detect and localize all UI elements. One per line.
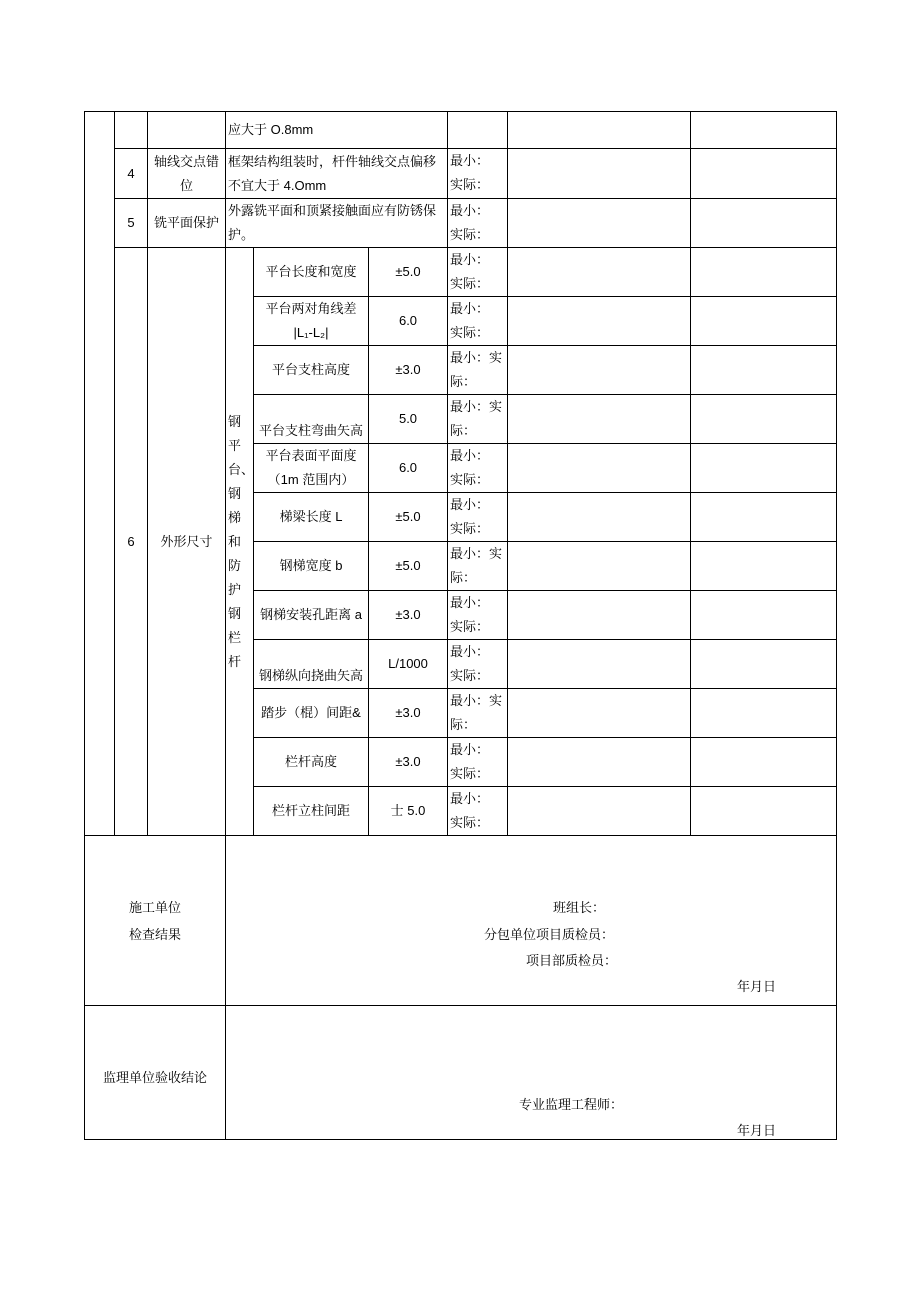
- record-cell: [448, 149, 508, 199]
- record-cell: [448, 591, 508, 640]
- record-cell: [448, 297, 508, 346]
- item-number: 4: [115, 149, 148, 199]
- record-actual-label: 实际：: [450, 472, 490, 487]
- construction-check-signature-cell: [226, 836, 837, 1006]
- blank-construction-record-cell: [508, 787, 691, 836]
- item-name: 铣平面保护: [148, 199, 226, 248]
- record-min-label: 最小：: [450, 203, 490, 218]
- record-min-label: 最小：: [450, 742, 490, 757]
- project-inspector-label: 项目部质检员：: [526, 953, 618, 968]
- construction-date-label: 年月日: [737, 979, 777, 994]
- record-actual-label: 实际：: [450, 546, 503, 585]
- blank-construction-record-cell: [508, 149, 691, 199]
- construction-check-row: [85, 836, 837, 1006]
- subitem-name: [254, 689, 369, 738]
- record-cell: [448, 689, 508, 738]
- blank-record-cell: [448, 112, 508, 149]
- continuation-row: [85, 112, 837, 149]
- group-label-cell: [226, 248, 254, 836]
- blank-category-column: [85, 112, 115, 836]
- supervision-signature-area: [226, 1006, 836, 1138]
- tolerance-value: ±5.0: [369, 542, 448, 591]
- subitem-name-line: 梯梁长度 L: [279, 509, 343, 524]
- record-cell: [448, 395, 508, 444]
- tolerance-value: L/1000: [369, 640, 448, 689]
- record-actual-label: 实际：: [450, 668, 490, 683]
- blank-construction-record-cell: [508, 444, 691, 493]
- record-cell: [448, 542, 508, 591]
- record-actual-label: 实际：: [450, 227, 490, 242]
- tolerance-value: 6.0: [369, 297, 448, 346]
- subitem-name: [254, 591, 369, 640]
- blank-construction-record-cell: [508, 493, 691, 542]
- subitem-name-line: 平台支柱高度: [271, 362, 350, 377]
- group-label: 钢平台、钢梯和防护钢栏杆: [228, 413, 255, 669]
- requirement-text: 框架结构组装时，杆件轴线交点偏移不宜大于 4.Omm: [226, 149, 448, 199]
- record-cell: [448, 346, 508, 395]
- tolerance-value: ±3.0: [369, 591, 448, 640]
- item-name: 轴线交点错位: [148, 149, 226, 199]
- record-min-label: 最小：: [450, 399, 490, 414]
- record-cell: [448, 640, 508, 689]
- record-actual-label: 实际：: [450, 619, 490, 634]
- record-actual-label: 实际：: [450, 276, 490, 291]
- requirement-text: 应大于 O.8mm: [226, 112, 448, 149]
- tolerance-value: ±3.0: [369, 346, 448, 395]
- blank-supervision-record-cell: [691, 199, 837, 248]
- item-name: 外形尺寸: [148, 248, 226, 836]
- blank-supervision-record-cell: [691, 248, 837, 297]
- subitem-name: [254, 395, 369, 444]
- item-number: 6: [115, 248, 148, 836]
- record-actual-label: 实际：: [450, 815, 490, 830]
- blank-construction-record-cell: [508, 395, 691, 444]
- subitem-name: [254, 738, 369, 787]
- subitem-name-line: （1m 范围内）: [267, 472, 355, 487]
- blank-supervision-record-cell: [691, 297, 837, 346]
- table-row-subitem: [85, 248, 837, 297]
- requirement-text: 外露铣平面和顶紧接触面应有防锈保护。: [226, 199, 448, 248]
- record-actual-label: 实际：: [450, 350, 503, 389]
- tolerance-value: ±3.0: [369, 738, 448, 787]
- record-cell: [448, 493, 508, 542]
- supervision-acceptance-label: 监理单位验收结论: [85, 1006, 226, 1140]
- blank-construction-record-cell: [508, 346, 691, 395]
- record-actual-label: 实际：: [450, 521, 490, 536]
- subitem-name-line: 栏杆立柱间距: [271, 803, 350, 818]
- record-cell: [448, 444, 508, 493]
- blank-construction-record-cell: [508, 738, 691, 787]
- blank-construction-record-cell: [508, 112, 691, 149]
- subitem-name-line: 平台表面平面度: [265, 448, 357, 463]
- supervision-date-label: 年月日: [737, 1123, 777, 1138]
- tolerance-value: ±5.0: [369, 493, 448, 542]
- construction-check-label-line: 检查结果: [128, 926, 181, 942]
- team-leader-label: 班组长：: [553, 900, 606, 915]
- subitem-name: [254, 493, 369, 542]
- tolerance-value: 6.0: [369, 444, 448, 493]
- subitem-name: [254, 444, 369, 493]
- construction-signature-area: [226, 836, 836, 1004]
- subitem-name-line: |L₁-L₂|: [293, 325, 329, 340]
- tolerance-value: 士 5.0: [369, 787, 448, 836]
- construction-check-label: [85, 836, 226, 1006]
- blank-supervision-record-cell: [691, 787, 837, 836]
- subitem-name-line: 钢梯宽度 b: [279, 558, 343, 573]
- blank-number-cell: [115, 112, 148, 149]
- record-actual-label: 实际：: [450, 693, 503, 732]
- subcontractor-inspector-label: 分包单位项目质检员：: [484, 927, 615, 942]
- subitem-name-line: 钢梯纵向挠曲矢高: [258, 668, 363, 683]
- subitem-name-line: 踏步（棍）间距&: [261, 705, 361, 720]
- subitem-name-line: 栏杆高度: [284, 754, 337, 769]
- record-actual-label: 实际：: [450, 177, 490, 192]
- blank-supervision-record-cell: [691, 689, 837, 738]
- subitem-name: [254, 346, 369, 395]
- tolerance-value: ±3.0: [369, 689, 448, 738]
- record-min-label: 最小：: [450, 693, 490, 708]
- record-min-label: 最小：: [450, 546, 490, 561]
- record-min-label: 最小：: [450, 301, 490, 316]
- construction-check-label-line: 施工单位: [128, 899, 181, 915]
- table-row-item-5: [85, 199, 837, 248]
- tolerance-value: 5.0: [369, 395, 448, 444]
- blank-construction-record-cell: [508, 297, 691, 346]
- tolerance-value: ±5.0: [369, 248, 448, 297]
- record-min-label: 最小：: [450, 497, 490, 512]
- record-min-label: 最小：: [450, 595, 490, 610]
- supervision-acceptance-row: [85, 1006, 837, 1140]
- subitem-name-line: 钢梯安装孔距离 a: [260, 607, 362, 622]
- blank-construction-record-cell: [508, 542, 691, 591]
- subitem-name-line: 平台支柱弯曲矢高: [258, 423, 363, 438]
- subitem-name-line: 平台长度和宽度: [265, 264, 357, 279]
- blank-item-name-cell: [148, 112, 226, 149]
- record-actual-label: 实际：: [450, 399, 503, 438]
- record-actual-label: 实际：: [450, 325, 490, 340]
- record-min-label: 最小：: [450, 350, 490, 365]
- blank-supervision-record-cell: [691, 149, 837, 199]
- record-cell: [448, 248, 508, 297]
- record-min-label: 最小：: [450, 644, 490, 659]
- blank-supervision-record-cell: [691, 542, 837, 591]
- blank-construction-record-cell: [508, 199, 691, 248]
- record-min-label: 最小：: [450, 791, 490, 806]
- blank-supervision-record-cell: [691, 738, 837, 787]
- supervision-engineer-label: 专业监理工程师：: [519, 1097, 624, 1112]
- subitem-name: [254, 640, 369, 689]
- item-number: 5: [115, 199, 148, 248]
- blank-supervision-record-cell: [691, 591, 837, 640]
- blank-supervision-record-cell: [691, 346, 837, 395]
- blank-construction-record-cell: [508, 689, 691, 738]
- blank-supervision-record-cell: [691, 444, 837, 493]
- record-actual-label: 实际：: [450, 766, 490, 781]
- subitem-name: [254, 297, 369, 346]
- record-cell: [448, 787, 508, 836]
- blank-construction-record-cell: [508, 248, 691, 297]
- table-row-item-4: [85, 149, 837, 199]
- record-min-label: 最小：: [450, 153, 490, 168]
- subitem-name-line: 平台两对角线差: [265, 301, 357, 316]
- blank-supervision-record-cell: [691, 493, 837, 542]
- blank-supervision-record-cell: [691, 112, 837, 149]
- inspection-form-table: [84, 111, 837, 1140]
- blank-supervision-record-cell: [691, 640, 837, 689]
- supervision-signature-cell: [226, 1006, 837, 1140]
- record-min-label: 最小：: [450, 448, 490, 463]
- blank-construction-record-cell: [508, 591, 691, 640]
- subitem-name: [254, 248, 369, 297]
- record-min-label: 最小：: [450, 252, 490, 267]
- record-cell: [448, 199, 508, 248]
- record-cell: [448, 738, 508, 787]
- subitem-name: [254, 542, 369, 591]
- blank-construction-record-cell: [508, 640, 691, 689]
- blank-supervision-record-cell: [691, 395, 837, 444]
- subitem-name: [254, 787, 369, 836]
